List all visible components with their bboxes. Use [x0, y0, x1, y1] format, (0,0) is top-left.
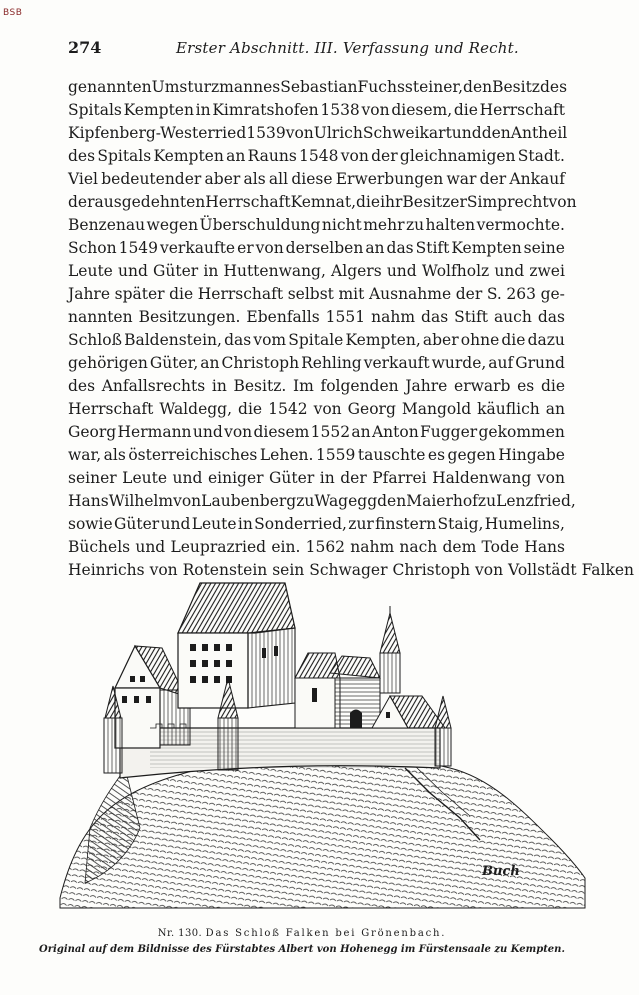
text-line: sowie Güter und Leute in Sonderried, zur finstern Staig, Humelins, [68, 515, 565, 533]
text-line: der ausgedehnten Herrschaft Kemnat, die ihr Besitzer Simprecht von [68, 193, 577, 211]
library-watermark: BSB [3, 8, 23, 18]
text-line: Viel bedeutender aber als all diese Erwerbungen war der Ankauf [68, 170, 565, 188]
text-line: Hans Wilhelm von Laubenberg zu Wagegg den Maierhof zu Lenzfried, [68, 492, 576, 510]
text-line: Georg Hermann und von diesem 1552 an Anton Fugger gekommen [68, 423, 565, 441]
page-number: 274 [68, 38, 102, 57]
keep [178, 633, 248, 708]
text-line: Leute und Güter in Huttenwang, Algers und Wolfholz und zwei [68, 262, 565, 280]
text-line: Benzenau wegen Überschuldung nicht mehr zu halten vermochte. [68, 216, 565, 234]
castle-engraving [50, 578, 590, 923]
text-line: nannten Besitzungen. Ebenfalls 1551 nahm das Stift auch das [68, 308, 565, 326]
text-line: Kipfenberg-Westerried 1539 von Ulrich Schweikart und den Antheil [68, 124, 568, 142]
text-line: Schon 1549 verkaufte er von derselben an das Stift Kempten seine [68, 239, 565, 257]
text-line: genannten Umsturzmannes Sebastian Fuchssteiner, den Besitz des [68, 78, 568, 96]
text-line: war, als österreichisches Lehen. 1559 tauschte es gegen Hingabe [68, 446, 565, 464]
text-line: seiner Leute und einiger Güter in der Pfarrei Haldenwang von [68, 469, 565, 487]
text-line: des Spitals Kempten an Rauns 1548 von der gleichnamigen Stadt. [68, 147, 565, 165]
text-line: Herrschaft Waldegg, die 1542 von Georg Mangold käuflich an [68, 400, 565, 418]
caption-title: Das Schloß Falken bei Grönenbach. [205, 928, 447, 939]
text-line: gehörigen Güter, an Christoph Rehling verkauft wurde, auf Grund [68, 354, 565, 372]
right-tower-spire [380, 613, 400, 653]
text-line: Spitals Kempten in Kimratshofen 1538 von diesem, die Herrschaft [68, 101, 565, 119]
text-line: Büchels und Leuprazried ein. 1562 nahm nach dem Tode Hans [68, 538, 565, 556]
keep-roof [178, 583, 295, 633]
text-line: Schloß Baldenstein, das vom Spitale Kempten, aber ohne die dazu [68, 331, 565, 349]
page-header [68, 38, 554, 64]
figure-caption [0, 928, 604, 939]
text-line: des Anfallsrechts in Besitz. Im folgenden Jahre erwarb es die [68, 377, 565, 395]
caption-source: Original auf dem Bildnisse des Fürstabtes Albert von Hohenegg im Fürstensaale zu Kempten. [39, 944, 565, 955]
body-text [68, 76, 635, 582]
hill [60, 756, 585, 908]
text-line: Heinrichs von Rotenstein sein Schwager Christoph von Vollstädt Falken [68, 561, 635, 579]
artist-signature: Buch [482, 864, 520, 879]
right-corner-spire [435, 696, 451, 728]
text-line: Jahre später die Herrschaft selbst mit Ausnahme der S. 263 ge- [68, 285, 565, 303]
castle-illustration [50, 578, 590, 923]
running-head: Erster Abschnitt. III. Verfassung und Recht. [176, 39, 519, 57]
caption-number: Nr. 130. [157, 928, 203, 939]
